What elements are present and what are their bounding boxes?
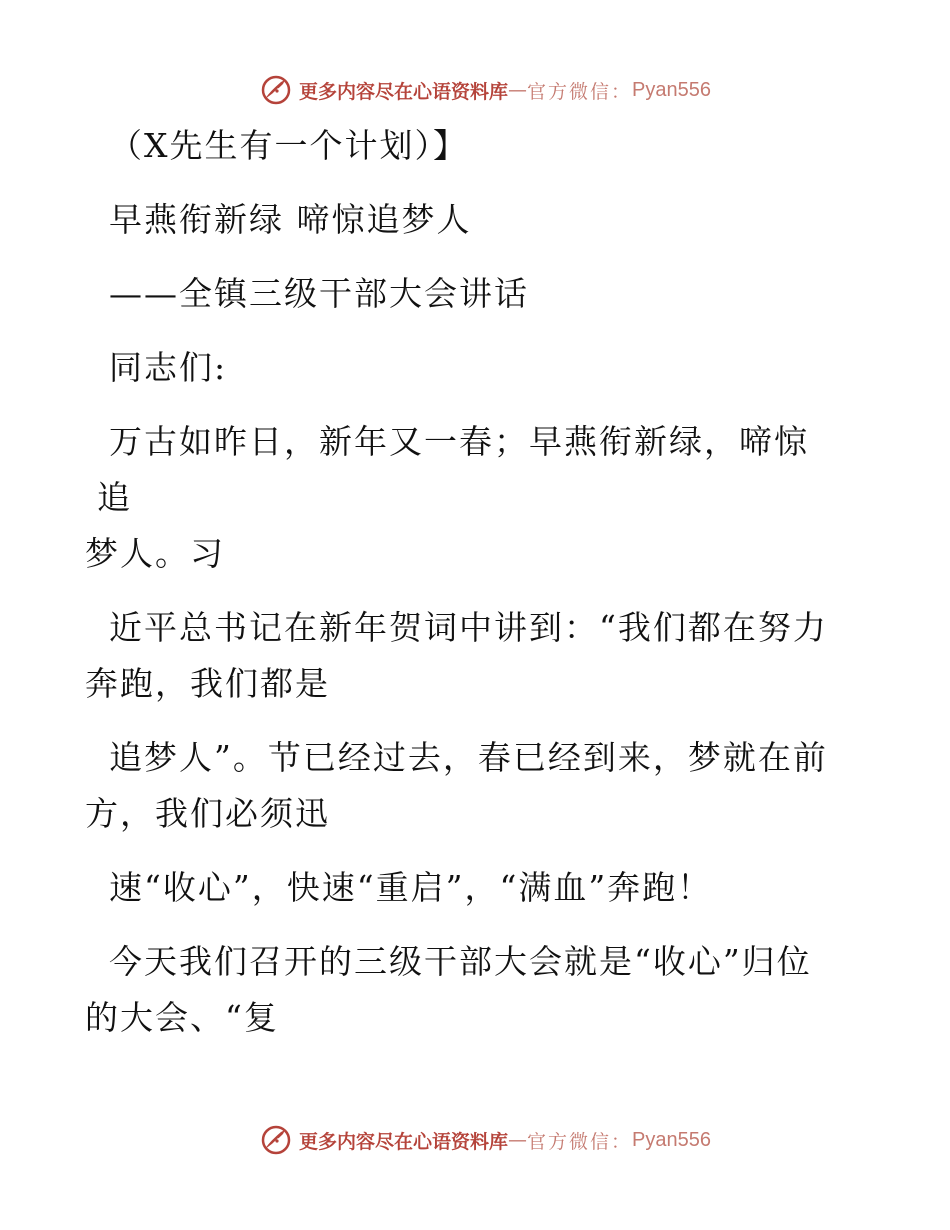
- paragraph-meeting: [85, 934, 837, 1046]
- paragraph-line: 万古如昨日，新年又一春；早燕衔新绿，啼惊追: [97, 422, 809, 517]
- paragraph-line: 的大会、“复: [85, 998, 279, 1037]
- header-banner: [0, 70, 950, 110]
- footer-banner: [0, 1120, 950, 1160]
- document-body: [85, 118, 837, 1064]
- banner-wechat-id: Pyan556: [632, 78, 711, 101]
- paragraph-line: 方，我们必须迅: [85, 794, 330, 833]
- pen-nib-logo-icon: [259, 73, 293, 107]
- paragraph-restart: [97, 860, 837, 916]
- banner-dash: —: [508, 1129, 528, 1151]
- paragraph-line: ——全镇三级干部大会讲话: [109, 274, 529, 313]
- paragraph-line: 早燕衔新绿 啼惊追梦人: [109, 200, 472, 239]
- banner-wechat-id: Pyan556: [632, 1128, 711, 1151]
- paragraph-line: 梦人。习: [85, 534, 225, 573]
- paragraph-line: 近平总书记在新年贺词中讲到：“我们都在努力: [109, 608, 828, 647]
- paragraph-line: 速“收心”，快速“重启”，“满血”奔跑！: [109, 868, 713, 907]
- paragraph-plan-note: [97, 118, 837, 174]
- paragraph-quote: [85, 600, 837, 712]
- salutation: [97, 340, 837, 396]
- banner-wechat-label: 官方微信：: [527, 80, 633, 103]
- paragraph-opening: [85, 414, 837, 582]
- banner-slogan: 更多内容尽在心语资料库: [299, 1130, 509, 1153]
- paragraph-line: 追梦人”。节已经过去，春已经到来，梦就在前: [109, 738, 828, 777]
- paragraph-line: 同志们:: [109, 348, 228, 387]
- paragraph-dream: [85, 730, 837, 842]
- paragraph-line: （X先生有一个计划）】: [109, 126, 468, 165]
- paragraph-line: 今天我们召开的三级干部大会就是“收心”归位: [109, 942, 812, 981]
- header-banner-inner: [259, 73, 711, 107]
- footer-banner-inner: [259, 1123, 711, 1157]
- pen-nib-logo-icon: [259, 1123, 293, 1157]
- banner-wechat-label: 官方微信：: [527, 1130, 633, 1153]
- document-subtitle: [97, 266, 837, 322]
- banner-slogan: 更多内容尽在心语资料库: [299, 80, 509, 103]
- banner-dash: —: [508, 79, 528, 101]
- document-title: [97, 192, 837, 248]
- paragraph-line: 奔跑，我们都是: [85, 664, 330, 703]
